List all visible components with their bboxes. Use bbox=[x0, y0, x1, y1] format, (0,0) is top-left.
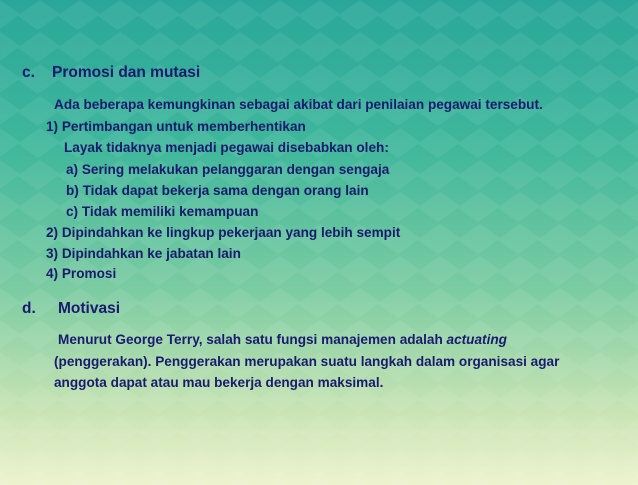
motivation-line-2: (penggerakan). Penggerakan merupakan suatu langkah dalam organisasi agar bbox=[54, 354, 560, 369]
list-item-1c: c) Tidak memiliki kemampuan bbox=[66, 204, 259, 219]
list-item-2: 2) Dipindahkan ke lingkup pekerjaan yang lebih sempit bbox=[46, 225, 401, 240]
chevron-band bbox=[0, 448, 638, 478]
list-item-1-sub: Layak tidaknya menjadi pegawai disebabkan oleh: bbox=[64, 140, 389, 155]
chevron-band bbox=[0, 480, 638, 485]
list-item-3: 3) Dipindahkan ke jabatan lain bbox=[46, 246, 241, 261]
actuating-term: actuating bbox=[446, 332, 507, 347]
section-d-title: Motivasi bbox=[58, 300, 121, 317]
chevron-band bbox=[0, 0, 638, 30]
section-c-intro: Ada beberapa kemungkinan sebagai akibat dari penilaian pegawai tersebut. bbox=[54, 97, 543, 112]
list-item-4: 4) Promosi bbox=[46, 266, 117, 281]
motivation-line-1 bbox=[58, 332, 507, 347]
chevron-band bbox=[0, 416, 638, 446]
motivation-line-3: anggota dapat atau mau bekerja dengan maksimal. bbox=[54, 375, 384, 390]
section-c-letter: c. bbox=[22, 64, 35, 81]
chevron-band bbox=[0, 32, 638, 62]
motivation-line-1-text: Menurut George Terry, salah satu fungsi manajemen adalah bbox=[58, 332, 447, 347]
list-item-1: 1) Pertimbangan untuk memberhentikan bbox=[46, 119, 306, 134]
list-item-1b: b) Tidak dapat bekerja sama dengan orang lain bbox=[66, 183, 369, 198]
section-d-letter: d. bbox=[22, 300, 36, 317]
section-c-title: Promosi dan mutasi bbox=[52, 64, 201, 81]
list-item-1a: a) Sering melakukan pelanggaran dengan sengaja bbox=[66, 162, 390, 177]
